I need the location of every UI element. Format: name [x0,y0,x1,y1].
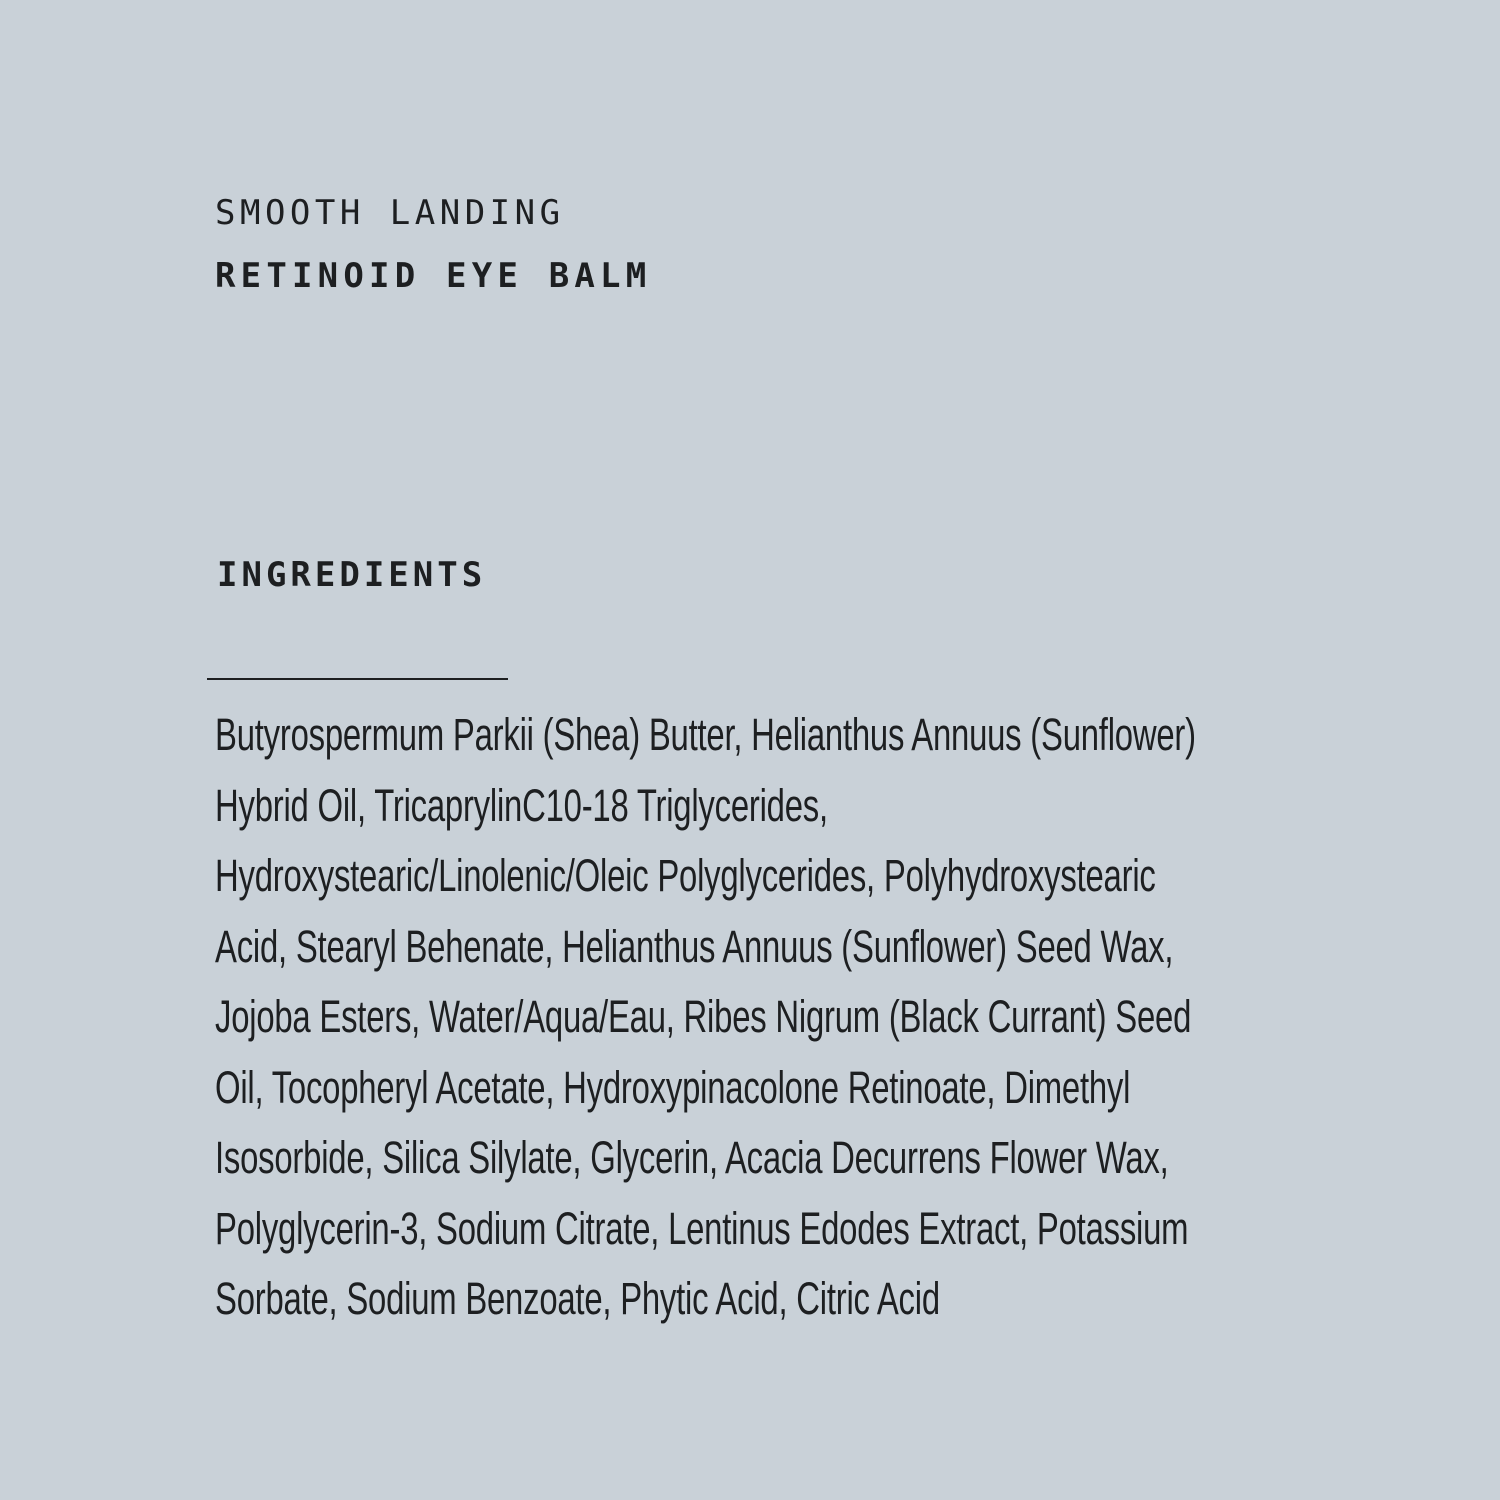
ingredients-line: Oil, Tocopheryl Acetate, Hydroxypinacolone Retinoate, Dimethyl [215,1061,1131,1113]
ingredients-line: Hybrid Oil, TricaprylinC10-18 Triglycerides, [215,779,828,831]
ingredients-line: Acid, Stearyl Behenate, Helianthus Annuus (Sunflower) Seed Wax, [215,920,1174,972]
ingredients-line: Isosorbide, Silica Silylate, Glycerin, Acacia Decurrens Flower Wax, [215,1132,1169,1183]
ingredients-line: Polyglycerin-3, Sodium Citrate, Lentinus Edodes Extract, Potassium [215,1202,1189,1254]
product-tagline: SMOOTH LANDING [215,193,565,233]
ingredients-line: Jojoba Esters, Water/Aqua/Eau, Ribes Nigrum (Black Currant) Seed [215,991,1192,1042]
ingredients-text [215,700,1196,1335]
product-name: RETINOID EYE BALM [215,256,652,296]
ingredients-line: Hydroxystearic/Linolenic/Oleic Polyglycerides, Polyhydroxystearic [215,850,1156,901]
divider-line [207,678,508,680]
ingredients-line: Butyrospermum Parkii (Shea) Butter, Helianthus Annuus (Sunflower) [215,709,1196,760]
ingredients-heading: INGREDIENTS [217,555,487,595]
ingredients-line: Sorbate, Sodium Benzoate, Phytic Acid, Citric Acid [215,1273,940,1324]
product-header [215,182,651,308]
